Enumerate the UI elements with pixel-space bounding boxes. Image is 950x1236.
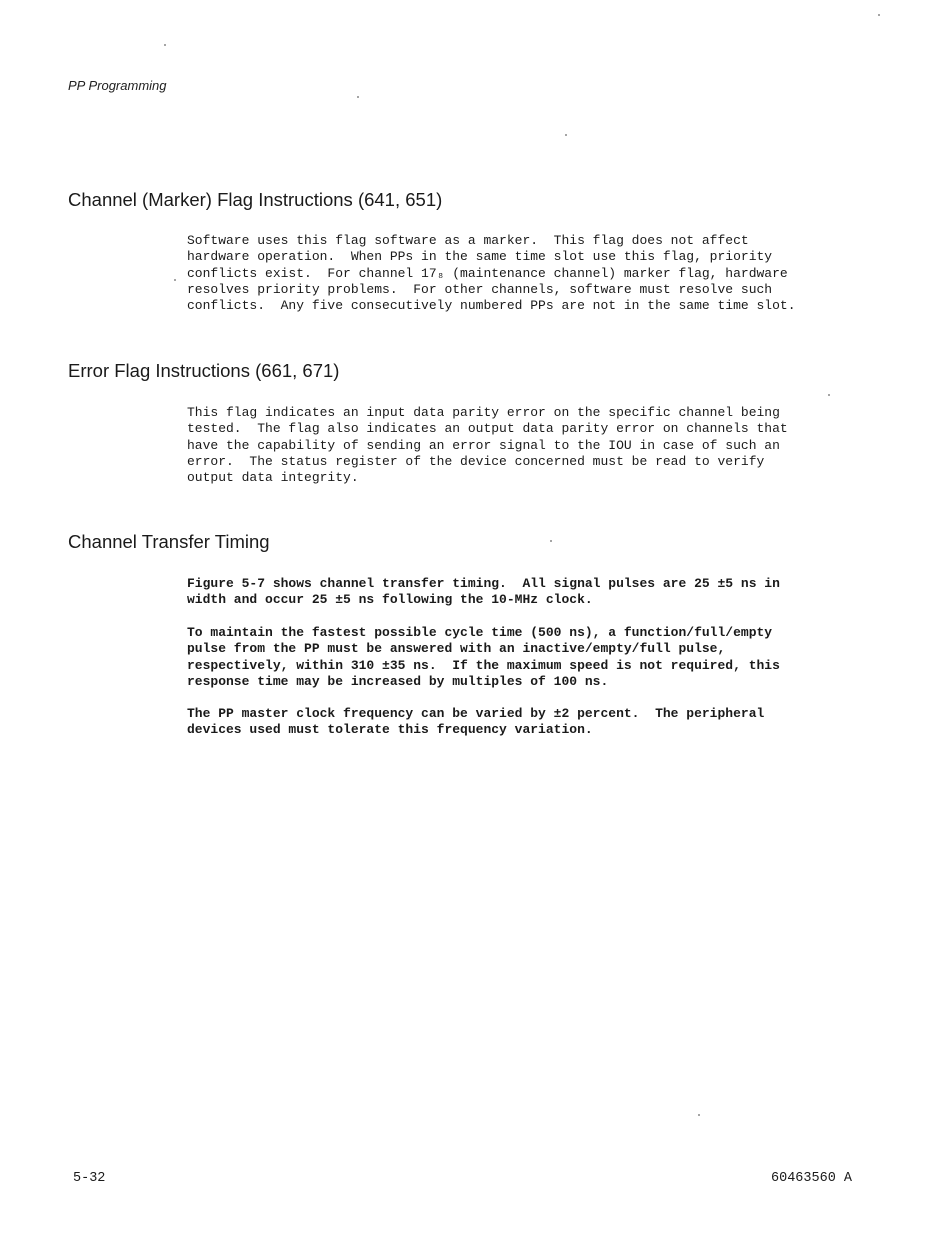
text-line: Figure 5-7 shows channel transfer timing. All signal pulses are 25 ±5 ns in (187, 576, 780, 591)
text-line: This flag indicates an input data parity error on the specific channel being (187, 405, 780, 420)
text-line: hardware operation. When PPs in the same time slot use this flag, priority (187, 249, 773, 265)
section-heading-transfer-timing: Channel Transfer Timing (68, 531, 270, 552)
scan-speck (550, 540, 552, 542)
scan-speck (878, 14, 880, 16)
scan-speck (565, 134, 567, 136)
text-line: devices used must tolerate this frequency variation. (187, 722, 593, 738)
text-line: width and occur 25 ±5 ns following the 10-MHz clock. (187, 592, 593, 608)
paragraph-timing-1 (187, 576, 847, 609)
scan-speck (828, 394, 830, 396)
text-line: conflicts. Any five consecutively numbered PPs are not in the same time slot. (187, 298, 796, 314)
page-number: 5-32 (73, 1171, 106, 1186)
text-line: resolves priority problems. For other channels, software must resolve such (187, 281, 773, 297)
section-heading-marker-flag: Channel (Marker) Flag Instructions (641, 651) (68, 189, 443, 210)
running-head: PP Programming (68, 78, 167, 93)
paragraph-timing-2 (187, 625, 847, 690)
paragraph-timing-3 (187, 706, 847, 739)
text-line: have the capability of sending an error signal to the IOU in case of such an (187, 437, 780, 453)
paragraph-error-flag (187, 405, 847, 486)
text-line: output data integrity. (187, 470, 359, 486)
text-line: The PP master clock frequency can be varied by ±2 percent. The peripheral (187, 706, 765, 721)
section-heading-error-flag: Error Flag Instructions (661, 671) (68, 360, 340, 381)
paragraph-marker-flag (187, 233, 847, 314)
text-line: pulse from the PP must be answered with an inactive/empty/full pulse, (187, 641, 726, 657)
scan-speck (698, 1114, 700, 1116)
scan-speck (164, 44, 166, 46)
text-line: tested. The flag also indicates an output data parity error on channels that (187, 421, 788, 437)
scan-speck (357, 96, 359, 98)
scan-speck (174, 279, 176, 281)
text-line: response time may be increased by multiples of 100 ns. (187, 673, 609, 689)
text-line: respectively, within 310 ±35 ns. If the maximum speed is not required, this (187, 657, 780, 673)
document-number: 60463560 A (771, 1171, 853, 1186)
text-line: conflicts exist. For channel 17₈ (maintenance channel) marker flag, hardware (187, 265, 788, 281)
text-line: Software uses this flag software as a marker. This flag does not affect (187, 233, 749, 248)
text-line: error. The status register of the device concerned must be read to verify (187, 453, 765, 469)
text-line: To maintain the fastest possible cycle time (500 ns), a function/full/empty (187, 625, 773, 640)
